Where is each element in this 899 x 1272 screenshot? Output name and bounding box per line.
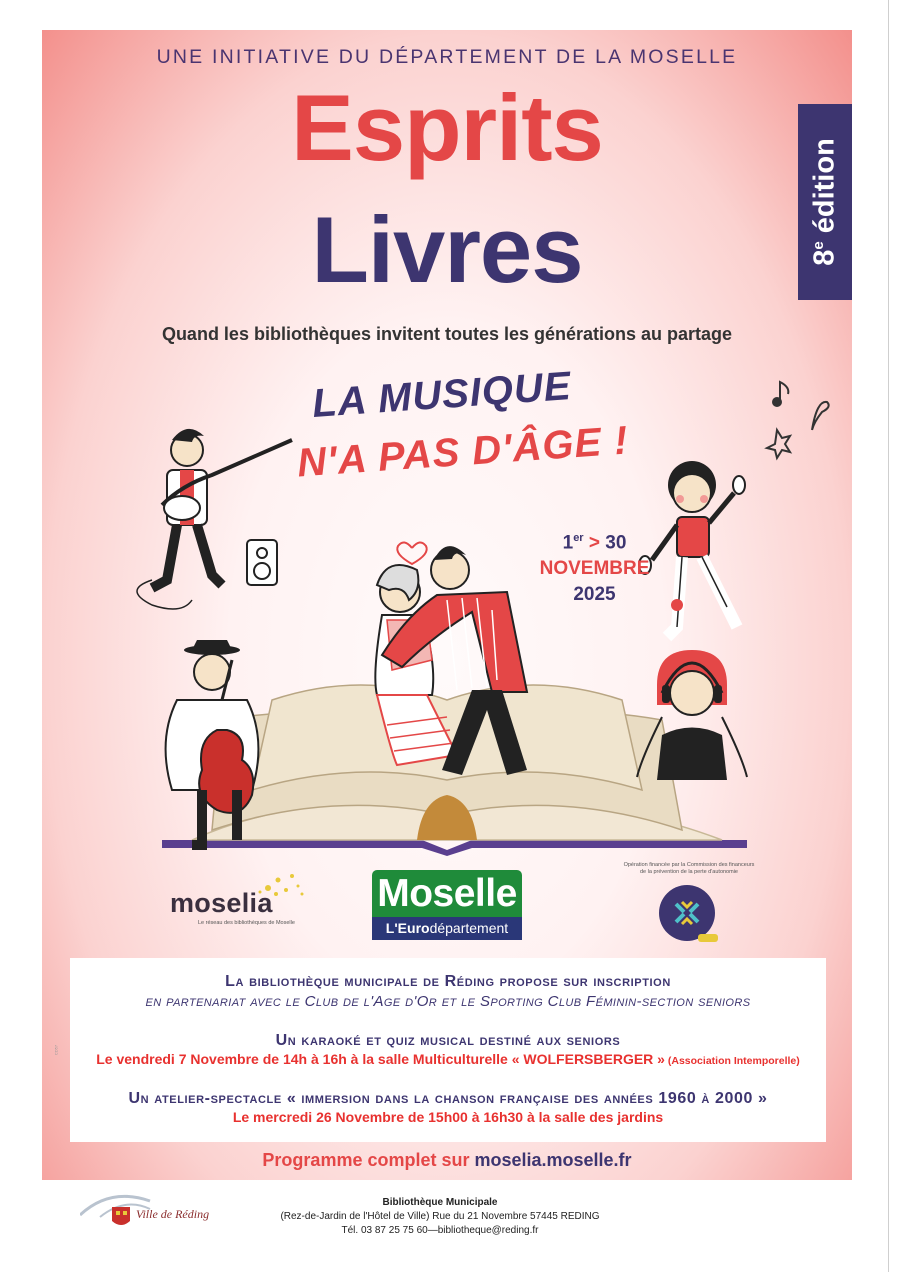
event1-title: Un karaoké et quiz musical destiné aux seniors — [275, 1032, 621, 1049]
edition-badge — [798, 104, 852, 300]
event-dates — [512, 525, 677, 608]
tagline: Quand les bibliothèques invitent toutes les générations au partage — [161, 324, 733, 344]
library-street: (Rez-de-Jardin de l'Hôtel de Ville) Rue du 21 Novembre 57445 REDING — [280, 1211, 600, 1222]
date-range: 1er > 30 — [562, 532, 627, 554]
info-partners: en partenariat avec le Club de l'Age d'Or et le Sporting Club Féminin-section seniors — [145, 993, 751, 1010]
event2-detail: Le mercredi 26 Novembre de 15h00 à 16h30 à la salle des jardins — [232, 1109, 664, 1125]
theme-line-1: LA MUSIQUE — [310, 363, 573, 427]
moselle-logo — [372, 870, 522, 940]
date-year: 2025 — [573, 584, 616, 606]
date-month: NOVEMBRE — [539, 558, 650, 580]
heart-icon — [397, 542, 426, 564]
programme-link[interactable] — [42, 1150, 852, 1171]
programme-label: Programme complet sur — [262, 1150, 475, 1170]
initiative-heading: UNE INITIATIVE DU DÉPARTEMENT DE LA MOSELLE — [156, 46, 738, 68]
reding-wordmark: Ville de Réding — [136, 1207, 210, 1221]
moselia-wordmark: moselia — [170, 888, 273, 918]
info-intro: La bibliothèque municipale de Réding propose sur inscription — [225, 973, 671, 990]
commission-logo — [614, 862, 764, 952]
commission-badge-icon — [654, 880, 724, 950]
title-esprits: Esprits — [291, 75, 603, 180]
moselia-subtitle: Le réseau des bibliothèques de Moselle — [198, 920, 295, 926]
speaker-icon — [247, 540, 277, 585]
theme-line-2: N'A PAS D'ÂGE ! — [295, 418, 630, 486]
title-livres: Livres — [311, 197, 583, 302]
programme-url[interactable]: moselia.moselle.fr — [474, 1150, 632, 1170]
moselle-wordmark: Moselle — [372, 870, 522, 917]
page-edge — [888, 0, 889, 1272]
edition-label: 8e édition — [808, 138, 841, 266]
music-notes-icon — [767, 382, 829, 458]
moselia-logo — [168, 868, 318, 928]
moselle-subtitle: L'Eurodépartement — [372, 917, 522, 940]
poster — [42, 30, 852, 1180]
library-contact: Tél. 03 87 25 75 60—bibliotheque@reding.fr — [341, 1225, 539, 1236]
print-credit: CD57 — [53, 1044, 59, 1056]
commission-text: Opération financée par la Commission des financeurs de la prévention de la perte d'autonomie — [623, 862, 755, 875]
library-name: Bibliothèque Municipale — [382, 1197, 498, 1208]
ville-de-reding-logo — [80, 1187, 220, 1237]
event1-detail: Le vendredi 7 Novembre de 14h à 16h à la salle Multiculturelle « WOLFERSBERGER » (Association Intemporelle) — [96, 1051, 800, 1067]
event2-title: Un atelier-spectacle « immersion dans la chanson française des années 1960 à 2000 » — [128, 1090, 768, 1107]
library-address — [250, 1196, 630, 1238]
event-info-box — [70, 958, 826, 1142]
